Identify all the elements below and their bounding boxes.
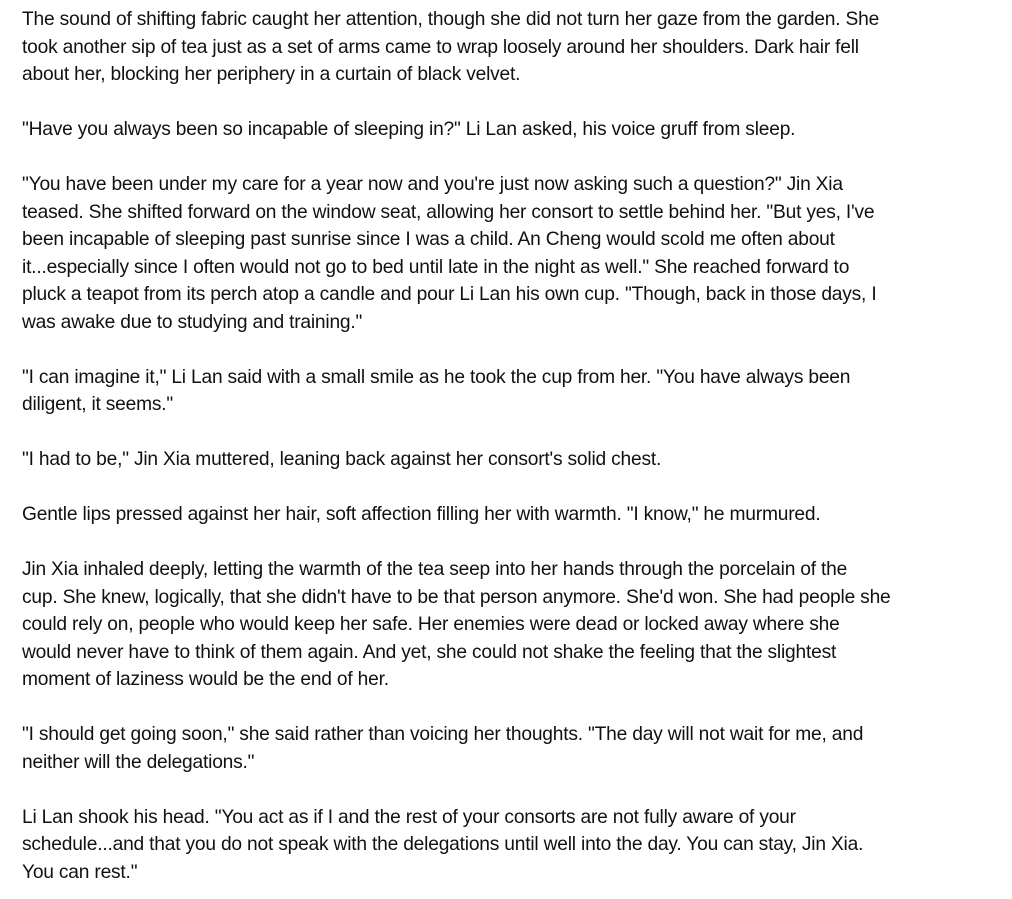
paragraph-1 (22, 6, 997, 89)
text-line: "You have been under my care for a year now and you're just now asking such a question?" Jin Xia (22, 174, 843, 195)
text-line: schedule...and that you do not speak with the delegations until well into the day. You can stay, Jin Xia. (22, 834, 864, 855)
text-line: it...especially since I often would not go to bed until late in the night as well." She reached forward to (22, 256, 850, 278)
text-line: cup. She knew, logically, that she didn't have to be that person anymore. She'd won. She had people she (22, 586, 891, 608)
text-line: was awake due to studying and training." (22, 311, 363, 333)
text-line: "I should get going soon," she said rather than voicing her thoughts. "The day will not wait for me, and (22, 724, 864, 745)
text-line: "I had to be," Jin Xia muttered, leaning back against her consort's solid chest. (22, 449, 662, 470)
paragraph-4 (22, 364, 997, 419)
text-line: would never have to think of them again. And yet, she could not shake the feeling that the slightest (22, 641, 837, 663)
text-line: The sound of shifting fabric caught her attention, though she did not turn her gaze from the garden. She (22, 9, 880, 30)
text-line: "I can imagine it," Li Lan said with a small smile as he took the cup from her. "You have always been (22, 366, 851, 388)
paragraph-7 (22, 556, 997, 694)
text-line: diligent, it seems." (22, 394, 174, 415)
text-line: about her, blocking her periphery in a curtain of black velvet. (22, 64, 521, 85)
text-line: pluck a teapot from its perch atop a candle and pour Li Lan his own cup. "Though, back in those days, I (22, 284, 877, 305)
text-line: You can rest." (22, 861, 138, 883)
text-line: took another sip of tea just as a set of arms came to wrap loosely around her shoulders. Dark hair fell (22, 36, 859, 58)
paragraph-8 (22, 721, 997, 776)
text-line: Li Lan shook his head. "You act as if I and the rest of your consorts are not fully aware of your (22, 806, 796, 828)
text-line: moment of laziness would be the end of her. (22, 669, 389, 690)
text-line: been incapable of sleeping past sunrise since I was a child. An Cheng would scold me often about (22, 229, 835, 250)
text-line: teased. She shifted forward on the window seat, allowing her consort to settle behind her. "But yes, I've (22, 201, 875, 223)
paragraph-6 (22, 501, 997, 529)
paragraph-3 (22, 171, 997, 336)
text-line: Jin Xia inhaled deeply, letting the warmth of the tea seep into her hands through the porcelain of the (22, 559, 848, 580)
paragraph-5 (22, 446, 997, 474)
text-line: Gentle lips pressed against her hair, soft affection filling her with warmth. "I know," he murmured. (22, 504, 821, 525)
text-line: could rely on, people who would keep her safe. Her enemies were dead or locked away where she (22, 614, 840, 635)
document-body (22, 6, 997, 886)
text-line: "Have you always been so incapable of sleeping in?" Li Lan asked, his voice gruff from sleep. (22, 119, 796, 140)
paragraph-9 (22, 804, 997, 887)
text-line: neither will the delegations." (22, 751, 255, 773)
paragraph-2 (22, 116, 997, 144)
